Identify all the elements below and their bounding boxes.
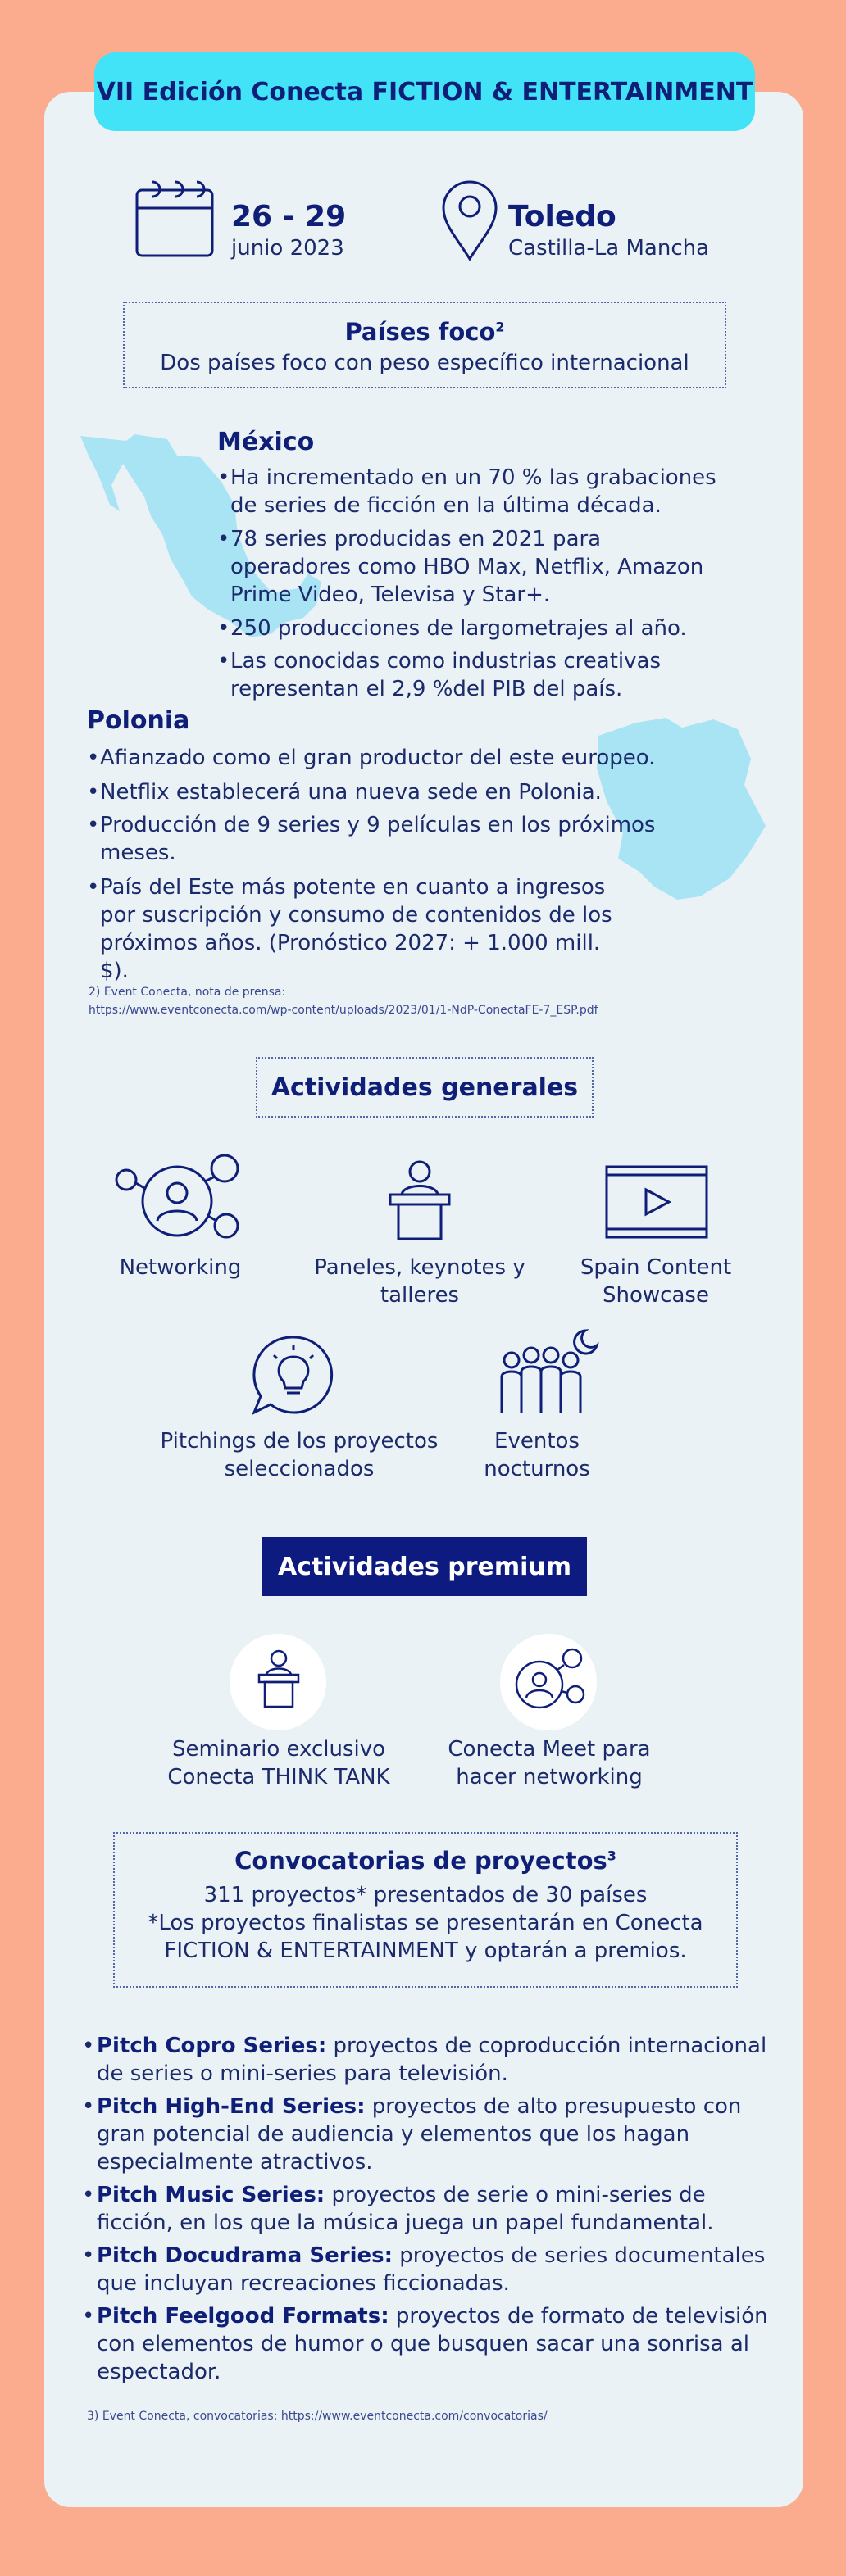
- network-icon: [115, 1152, 246, 1247]
- podium-speaker-icon: [257, 1649, 301, 1709]
- poland-bullet-4: • País del Este más potente en cuanto a ingresos por suscripción y consumo de contenidos de los próximos años. (Pronóstico 2027: + 1.000 mill. $).: [87, 875, 612, 983]
- network-icon: [510, 1644, 592, 1714]
- general-activities-title: Actividades generales: [271, 1073, 579, 1102]
- activity-events-label: Eventos nocturnos: [484, 1429, 590, 1481]
- pitch-item: • Pitch Music Series: proyectos de serie o mini-series de ficción, en los que la música juega un papel fundamental.: [82, 2183, 714, 2235]
- calls-title: Convocatorias de proyectos: [234, 1847, 607, 1875]
- poland-bullet-2: • Netflix establecerá una nueva sede en Polonia.: [87, 780, 602, 805]
- event-dates: 26 - 29: [231, 200, 347, 234]
- pitch-item: • Pitch High-End Series: proyectos de alto presupuesto con gran potencial de audiencia y elementos que los hagan especialmente atractivos.: [82, 2094, 742, 2175]
- activity-pitchings-label: Pitchings de los proyectos seleccionados: [160, 1429, 439, 1481]
- calls-box: [113, 1832, 738, 1988]
- calls-count: 311 proyectos* presentados de 30 países: [203, 1883, 648, 1907]
- calls-footnote-ref: 3: [607, 1848, 616, 1864]
- poland-bullet-3: • Producción de 9 series y 9 películas en los próximos meses.: [87, 813, 656, 865]
- calendar-icon: [134, 179, 216, 261]
- podium-speaker-icon: [387, 1159, 453, 1240]
- event-city: Toledo: [508, 200, 616, 234]
- pitch-item: • Pitch Copro Series: proyectos de coproducción internacional de series o mini-series para televisión.: [82, 2034, 767, 2086]
- activity-panels-label: Paneles, keynotes y talleres: [314, 1255, 525, 1308]
- footnote-2-link[interactable]: https://www.eventconecta.com/wp-content/uploads/2023/01/1-NdP-ConectaFE-7_ESP.pdf: [89, 1004, 598, 1017]
- mexico-bullet-4: • Las conocidas como industrias creativas representan el 2,9 %del PIB del país.: [217, 649, 661, 701]
- lightbulb-bubble-icon: [251, 1334, 336, 1416]
- focus-subtitle: Dos países foco con peso específico internacional: [160, 351, 689, 375]
- poland-bullet-1: • Afianzado como el gran productor del este europeo.: [87, 746, 656, 770]
- activity-showcase-label: Spain Content Showcase: [580, 1255, 732, 1308]
- footnote-3[interactable]: 3) Event Conecta, convocatorias: https://www.eventconecta.com/convocatorias/: [87, 2410, 548, 2423]
- pitch-item: • Pitch Feelgood Formats: proyectos de formato de televisión con elementos de humor o que busquen sacar una sonrisa al espectador.: [82, 2304, 768, 2384]
- poland-title: Polonia: [87, 706, 190, 735]
- premium-meet-label: Conecta Meet para hacer networking: [448, 1737, 651, 1789]
- general-activities-box: [256, 1057, 594, 1118]
- page-title: VII Edición Conecta FICTION & ENTERTAINMENT: [94, 52, 755, 131]
- calls-note: *Los proyectos finalistas se presentarán en Conecta FICTION & ENTERTAINMENT y optarán a premios.: [148, 1911, 703, 1963]
- crowd-moon-icon: [495, 1327, 600, 1417]
- pitch-item: • Pitch Docudrama Series: proyectos de series documentales que incluyan recreaciones ficcionadas.: [82, 2243, 766, 2296]
- premium-activities-title: Actividades premium: [262, 1537, 587, 1596]
- mexico-bullet-3: • 250 producciones de largometrajes al año.: [217, 616, 687, 641]
- premium-seminar-label: Seminario exclusivo Conecta THINK TANK: [167, 1737, 390, 1789]
- footnote-2: 2) Event Conecta, nota de prensa: https://www.eventconecta.com/wp-content/uploads/2023/01/1-NdP-ConectaFE-7_ESP.pdf: [89, 983, 598, 1019]
- activity-networking-label: Networking: [119, 1255, 242, 1280]
- event-region: Castilla-La Mancha: [508, 236, 710, 261]
- focus-countries-box: [123, 302, 726, 388]
- video-play-icon: [605, 1165, 708, 1239]
- focus-footnote-ref: 2: [495, 319, 505, 335]
- mexico-bullet-1: • Ha incrementado en un 70 % las grabaciones de series de ficción en la última década.: [217, 465, 716, 518]
- mexico-title: México: [217, 428, 315, 456]
- focus-title: Países foco: [344, 318, 496, 346]
- mexico-bullet-2: • 78 series producidas en 2021 para operadores como HBO Max, Netflix, Amazon Prime Video, Televisa y Star+.: [217, 527, 704, 607]
- event-month: junio 2023: [231, 236, 344, 261]
- map-pin-icon: [440, 179, 499, 261]
